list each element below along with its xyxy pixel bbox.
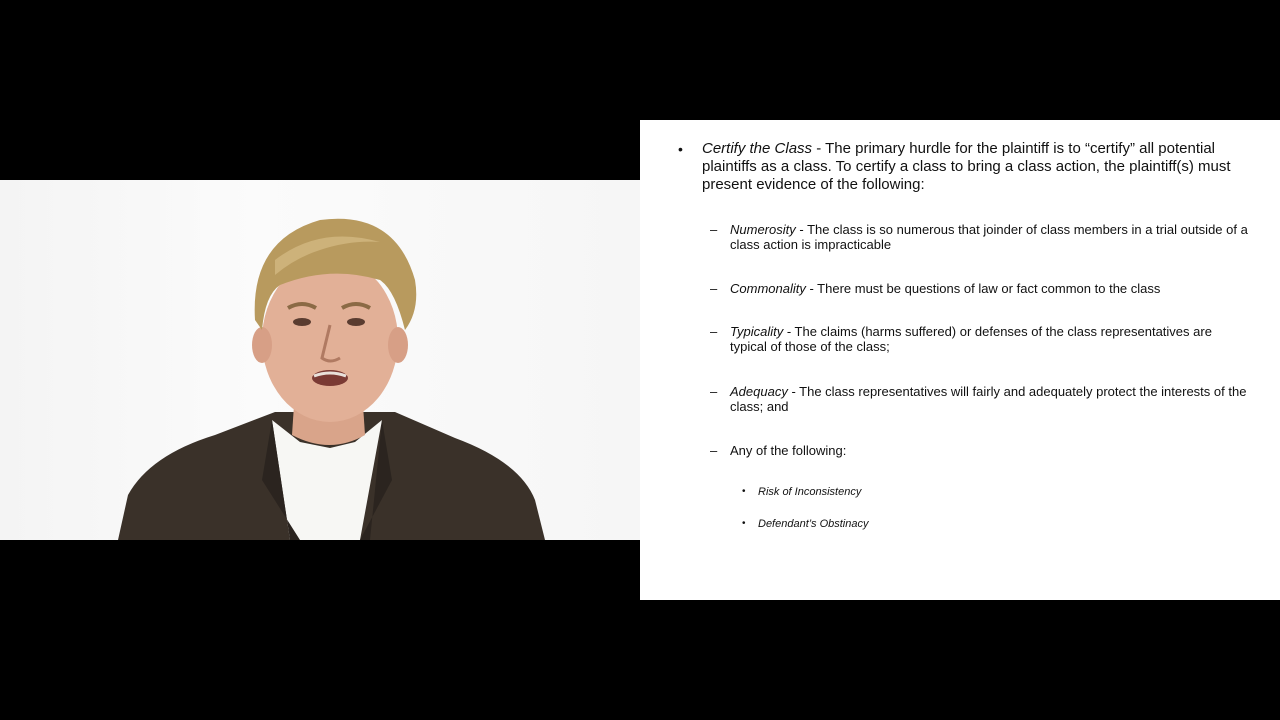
sub-bullet-term: Typicality bbox=[730, 324, 784, 339]
subsub-bullet-text: Risk of Inconsistency bbox=[758, 486, 862, 498]
dash-icon: – bbox=[710, 384, 718, 399]
main-bullet-body: - The primary hurdle for the plaintiff is to “certify” all potential plaintiffs as a class. To certify a class to bring a class action, the plaintiff(s) must present evidence of the following: bbox=[702, 140, 1231, 193]
sub-bullet-body: - There must be questions of law or fact common to the class bbox=[805, 281, 1161, 296]
sub-bullet-commonality bbox=[710, 281, 1250, 296]
main-bullet-term: Certify the Class bbox=[702, 140, 813, 157]
presenter-figure bbox=[0, 180, 640, 540]
dash-icon: – bbox=[710, 443, 718, 458]
bullet-icon: • bbox=[742, 486, 746, 497]
dash-icon: – bbox=[710, 324, 718, 339]
sub-bullet-adequacy bbox=[710, 384, 1250, 414]
sub-bullet-term: Commonality bbox=[730, 281, 806, 296]
sub-bullet-body: Any of the following: bbox=[730, 443, 847, 458]
sub-bullet-body: - The class representatives will fairly and adequately protect the interests of the class; and bbox=[730, 384, 1247, 414]
presenter-video bbox=[0, 180, 640, 540]
bullet-icon: • bbox=[678, 141, 683, 157]
subsub-bullet-risk-of-inconsistency bbox=[742, 485, 1042, 499]
sub-bullet-term: Adequacy bbox=[730, 384, 788, 399]
sub-bullet-any-of-following bbox=[710, 443, 1250, 458]
main-bullet-text bbox=[702, 140, 1268, 194]
sub-bullet-body: - The class is so numerous that joinder of class members in a trial outside of a class action is impracticable bbox=[730, 222, 1248, 252]
subsub-bullet-defendants-obstinacy bbox=[742, 517, 1042, 531]
sub-bullet-numerosity bbox=[710, 222, 1250, 252]
sub-bullet-term: Numerosity bbox=[730, 222, 796, 237]
sub-bullet-typicality bbox=[710, 324, 1250, 354]
bullet-icon: • bbox=[742, 518, 746, 529]
lecture-slide bbox=[640, 120, 1280, 600]
main-bullet bbox=[678, 140, 1268, 194]
subsub-bullet-text: Defendant’s Obstinacy bbox=[758, 518, 869, 530]
sub-bullet-body: - The claims (harms suffered) or defenses of the class representatives are typical of those of the class; bbox=[730, 324, 1212, 354]
dash-icon: – bbox=[710, 222, 718, 237]
dash-icon: – bbox=[710, 281, 718, 296]
